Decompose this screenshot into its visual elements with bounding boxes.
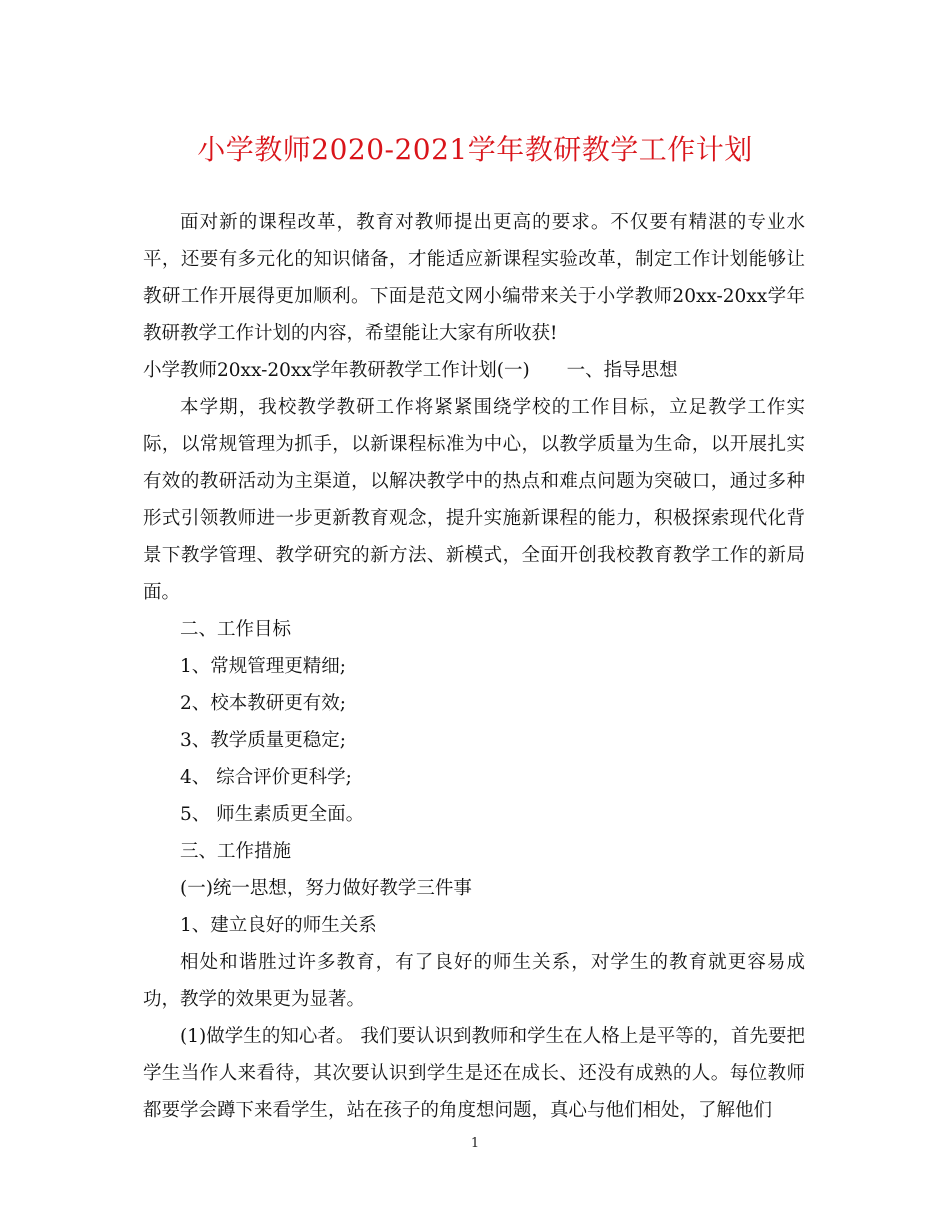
goal-item-1: 1、常规管理更精细; bbox=[180, 656, 347, 677]
confidant-paragraph: (1)做学生的知心者。 我们要认识到教师和学生在人格上是平等的，首先要把学生当作人来看待，其次要认识到学生是还在成长、还没有成熟的人。每位教师都要学会蹲下来看学生，站在孩子的角度想问题，真心与他们相处，了解他们 bbox=[143, 1026, 805, 1121]
page-number: 1 bbox=[470, 1136, 480, 1151]
goal-item-5: 5、 师生素质更全面。 bbox=[180, 804, 365, 825]
relationship-paragraph: 相处和谐胜过许多教育，有了良好的师生关系，对学生的教育就更容易成功，教学的效果更为显著。 bbox=[143, 952, 805, 1010]
section-heading-goals: 二、工作目标 bbox=[180, 619, 292, 640]
measure-subheading-1: (一)统一思想，努力做好教学三件事 bbox=[180, 878, 472, 899]
intro-paragraph: 面对新的课程改革，教育对教师提出更高的要求。不仅要有精湛的专业水平，还要有多元化的知识储备，才能适应新课程实验改革，制定工作计划能够让教研工作开展得更加顺利。下面是范文网小编带来关于小学教师20xx-20xx学年教研教学工作计划的内容，希望能让大家有所收获! bbox=[143, 212, 805, 344]
goal-item-3: 3、教学质量更稳定; bbox=[180, 730, 347, 751]
plan-subtitle-line: 小学教师20xx-20xx学年教研教学工作计划(一) 一、指导思想 bbox=[143, 360, 678, 381]
document-title: 小学教师2020-2021学年教研教学工作计划 bbox=[197, 133, 753, 166]
document-body bbox=[143, 204, 805, 1129]
measure-item-1: 1、建立良好的师生关系 bbox=[180, 915, 377, 936]
goal-item-2: 2、校本教研更有效; bbox=[180, 693, 347, 714]
goal-item-4: 4、 综合评价更科学; bbox=[180, 767, 352, 788]
guiding-thought-paragraph: 本学期，我校教学教研工作将紧紧围绕学校的工作目标，立足教学工作实际，以常规管理为抓手，以新课程标准为中心，以教学质量为生命，以开展扎实有效的教研活动为主渠道，以解决教学中的热点和难点问题为突破口，通过多种形式引领教师进一步更新教育观念，提升实施新课程的能力，积极探索现代化背景下教学管理、教学研究的新方法、新模式，全面开创我校教育教学工作的新局面。 bbox=[143, 397, 805, 603]
section-heading-measures: 三、工作措施 bbox=[180, 841, 292, 862]
